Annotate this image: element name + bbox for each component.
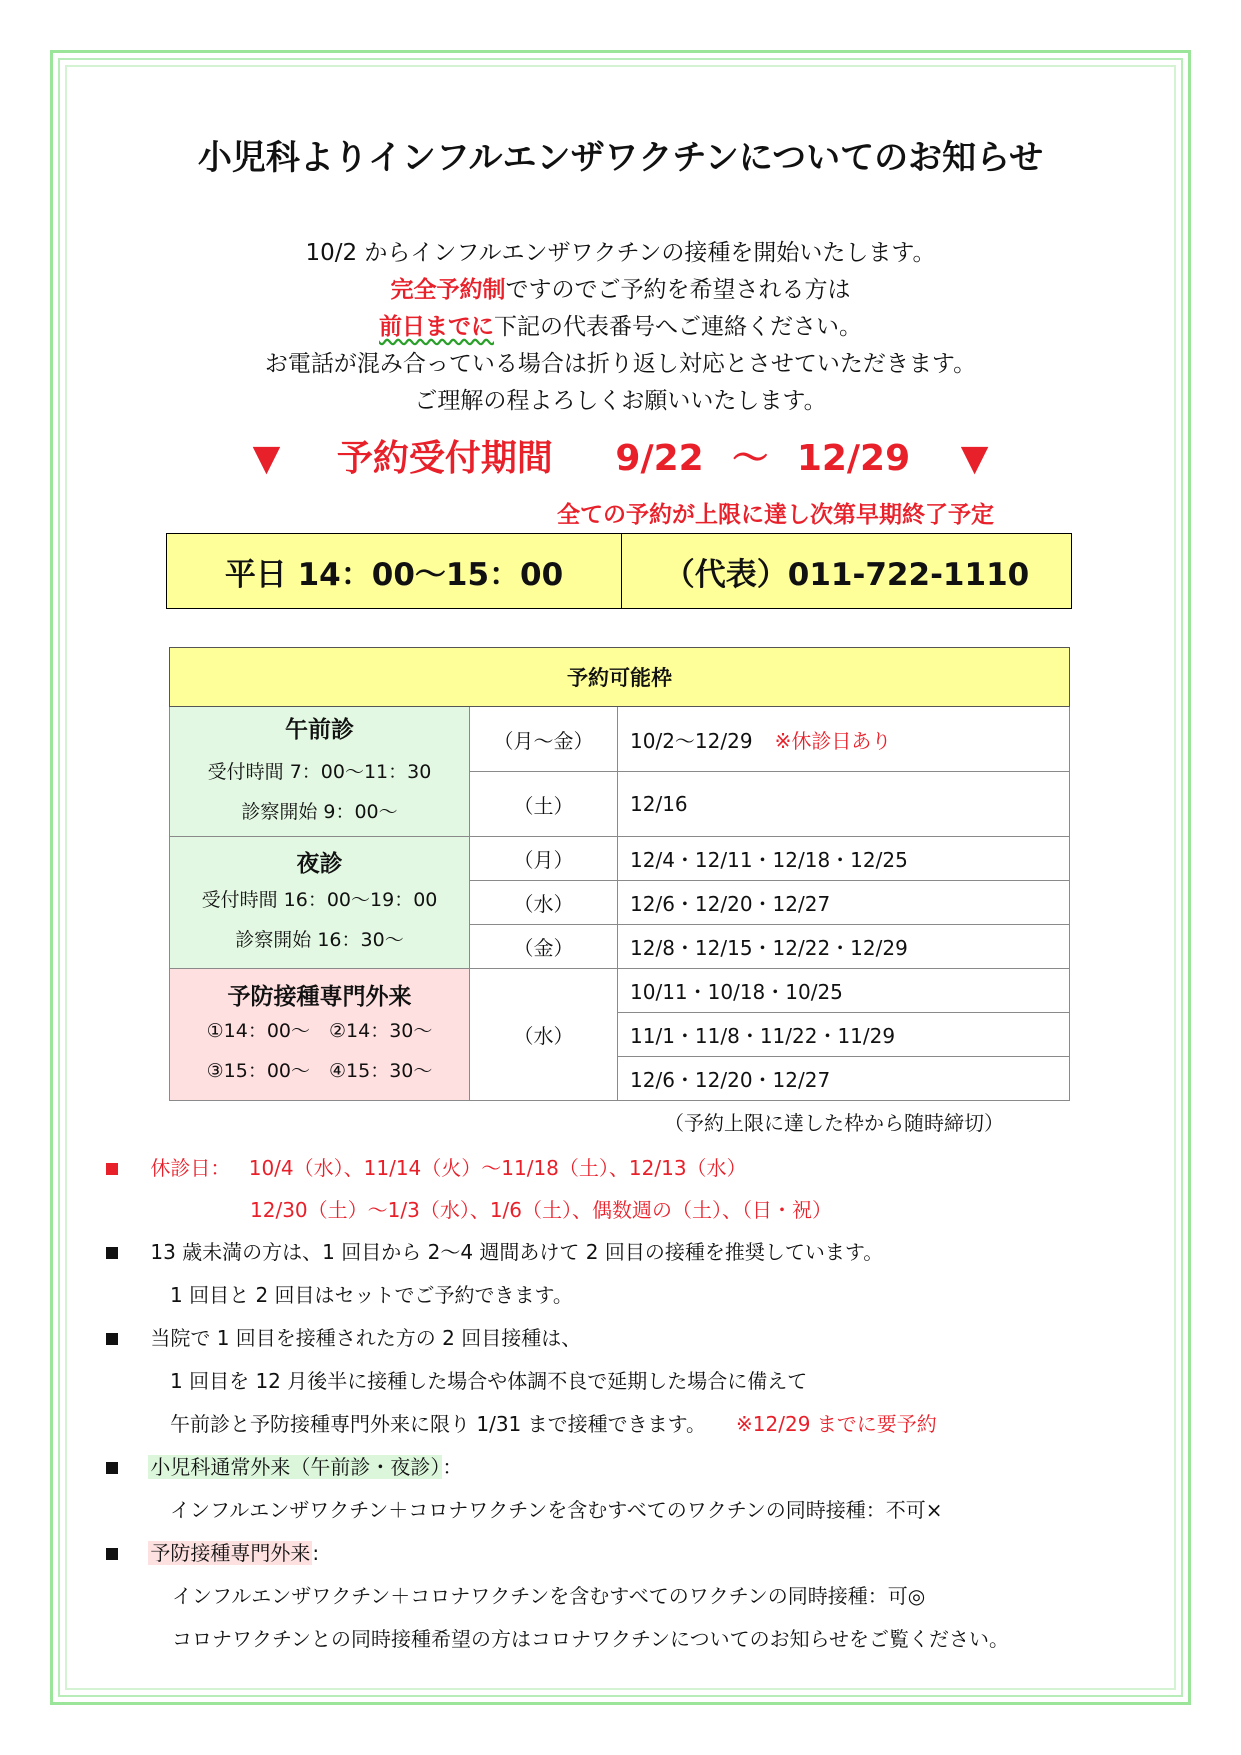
full-reservation-label: 完全予約制 [390,277,506,303]
vaccine-clinic-slots-a: ①14：00～ ②14：30～ [206,1020,433,1042]
reservation-deadline-note: ※12/29 までに要予約 [736,1412,937,1436]
down-triangle-icon: ▼ [960,438,989,479]
dates-cell: 12/4・12/11・12/18・12/25 [618,837,1070,881]
note-4-line-1 [106,1451,462,1480]
morning-reception: 受付時間 7：00～11：30 [207,761,432,783]
period-from: 9/22 [615,438,704,479]
dates-cell: 12/8・12/15・12/22・12/29 [618,925,1070,969]
note-3-text: 当院で 1 回目を接種された方の 2 回目接種は、 [150,1326,582,1350]
intro-line-2 [0,271,1241,304]
note-2-line-2: 1 回目と 2 回目はセットでご予約できます。 [170,1283,573,1307]
vaccine-clinic-group [170,969,470,1101]
phone-hours: 平日 14：00～15：00 [167,534,622,608]
bullet-square-icon [106,1333,118,1345]
regular-clinic-label: 小児科通常外来（午前診・夜診） [150,1455,441,1479]
bullet-square-icon [106,1247,118,1259]
note-3-line-1 [106,1322,581,1351]
dates-cell: 12/6・12/20・12/27 [618,881,1070,925]
closed-days-line-2: 12/30（土）～1/3（水）、1/6（土）、偶数週の（土）、（日・祝） [250,1198,833,1222]
bullet-square-icon [106,1163,118,1175]
dates-text: 10/2～12/29 [630,728,753,753]
closed-days-note: ※休診日あり [774,728,892,753]
vaccine-clinic-name: 予防接種専門外来 [227,984,412,1010]
day-cell: （月） [470,837,618,881]
reservation-period [0,430,1241,481]
bullet-square-icon [106,1462,118,1474]
intro-line-2-rest: ですのでご予約を希望される方は [505,277,851,303]
evening-start: 診察開始 16：30～ [235,929,404,951]
note-5-line-1 [106,1537,319,1566]
note-3-line-3 [170,1408,937,1437]
intro-line-4: お電話が混み合っている場合は折り返し対応とさせていただきます。 [264,351,977,377]
note-2-text: 13 歳未満の方は、1 回目から 2～4 週間あけて 2 回目の接種を推奨しています。 [150,1240,884,1264]
evening-reception: 受付時間 16：00～19：00 [201,889,438,911]
day-cell: （月～金） [470,707,618,772]
day-cell: （土） [470,772,618,837]
dates-cell [618,707,1070,772]
note-5-line-2: インフルエンザワクチン＋コロナワクチンを含むすべてのワクチンの同時接種：可◎ [172,1584,926,1608]
period-to: 12/29 [796,438,911,479]
table-footnote: （予約上限に達した枠から随時締切） [664,1111,1004,1135]
evening-name: 夜診 [296,851,343,877]
vaccine-clinic-slots-b: ③15：00～ ④15：30～ [206,1060,433,1082]
intro-line-1: 10/2 からインフルエンザワクチンの接種を開始いたします。 [305,240,936,266]
bullet-square-icon [106,1548,118,1560]
table-row [170,969,1070,1013]
dates-cell: 12/6・12/20・12/27 [618,1057,1070,1101]
early-end-note: 全ての予約が上限に達し次第早期終了予定 [557,502,994,528]
closed-days-note-line-1 [106,1152,747,1181]
morning-start: 診察開始 9：00～ [241,801,398,823]
table-row [170,837,1070,881]
closed-days-line-1: 10/4（水）、11/14（火）～11/18（土）、12/13（水） [248,1156,747,1180]
dates-cell: 11/1・11/8・11/22・11/29 [618,1013,1070,1057]
morning-group [170,707,470,837]
vaccine-clinic-colon: : [312,1541,320,1565]
day-cell: （金） [470,925,618,969]
note-2-line-1 [106,1236,883,1265]
day-cell: （水） [470,881,618,925]
slots-table [169,647,1070,1101]
contact-box [166,533,1072,609]
intro-line-5: ご理解の程よろしくお願いいたします。 [414,388,827,414]
table-row [170,707,1070,772]
regular-clinic-colon: ： [442,1455,463,1479]
intro-line-3 [0,308,1241,341]
deadline-label: 前日までに [379,314,494,340]
intro-line-3-rest: 下記の代表番号へご連絡ください。 [494,314,862,340]
note-3-line-3-text: 午前診と予防接種専門外来に限り 1/31 まで接種できます。 [170,1412,707,1436]
period-separator: ～ [732,438,769,479]
evening-group [170,837,470,969]
morning-name: 午前診 [285,717,354,743]
closed-days-label: 休診日： [150,1156,231,1180]
dates-cell: 10/11・10/18・10/25 [618,969,1070,1013]
day-cell: （水） [470,969,618,1101]
page-title: 小児科よりインフルエンザワクチンについてのお知らせ [197,138,1044,178]
period-label: 予約受付期間 [336,438,553,479]
vaccine-clinic-label: 予防接種専門外来 [150,1541,311,1565]
down-triangle-icon: ▼ [252,438,281,479]
note-4-line-2: インフルエンザワクチン＋コロナワクチンを含むすべてのワクチンの同時接種：不可× [170,1498,943,1522]
dates-cell: 12/16 [618,772,1070,837]
note-5-line-3: コロナワクチンとの同時接種希望の方はコロナワクチンについてのお知らせをご覧ください。 [172,1627,1009,1651]
note-3-line-2: 1 回目を 12 月後半に接種した場合や体調不良で延期した場合に備えて [170,1369,808,1393]
slots-table-header: 予約可能枠 [170,648,1070,707]
phone-number: （代表）011-722-1110 [663,556,1030,593]
